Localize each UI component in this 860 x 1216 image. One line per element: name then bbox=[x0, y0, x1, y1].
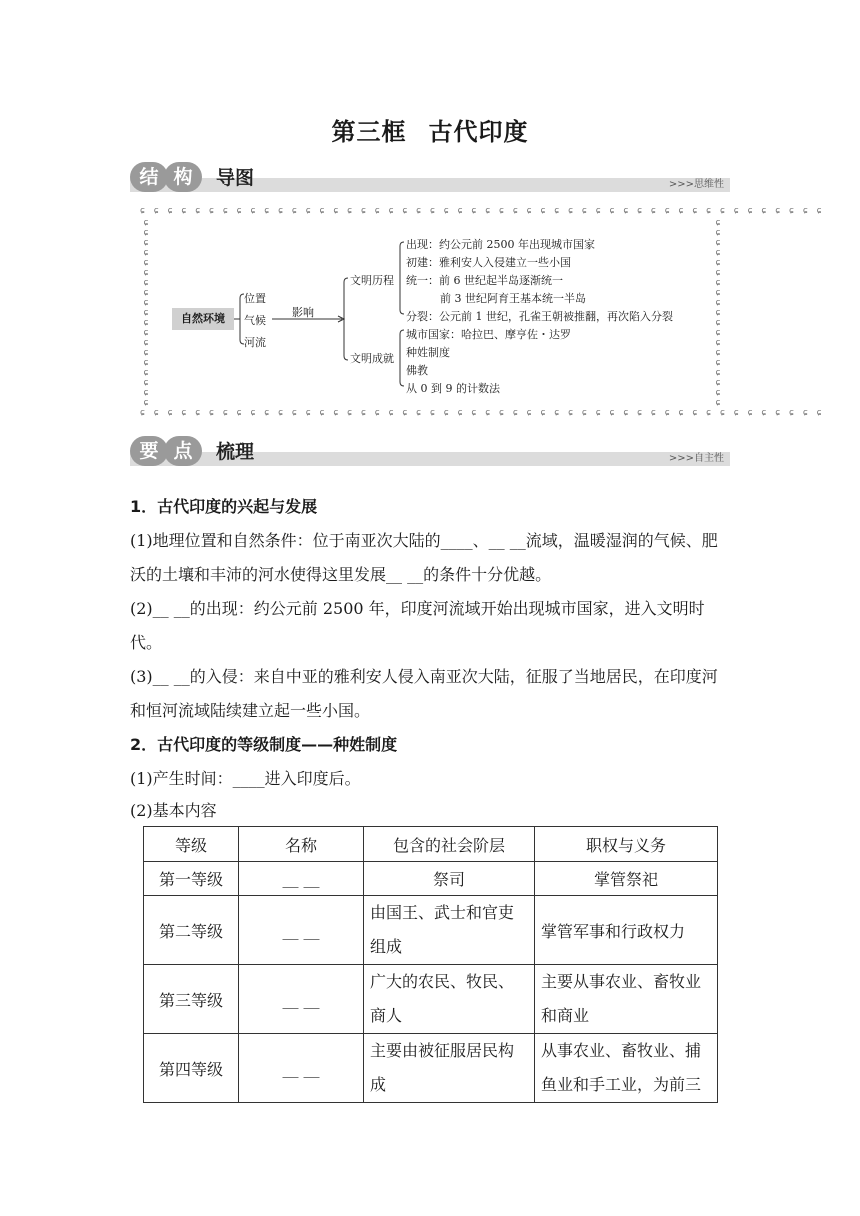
achievement-item: 从 0 到 9 的计数法 bbox=[406, 382, 500, 395]
cell-level: 第四等级 bbox=[144, 1034, 239, 1103]
section-heading: 2．古代印度的等级制度——种姓制度 bbox=[130, 735, 398, 754]
cell-duty: 主要从事农业、畜牧业和商业 bbox=[535, 965, 718, 1034]
paragraph: (1)地理位置和自然条件：位于南亚次大陆的____、__ __流域，温暖湿润的气候、肥沃的土壤和丰沛的河水使得这里发展__ __的条件十分优越。 bbox=[130, 531, 718, 584]
caste-table bbox=[143, 826, 718, 1103]
decorative-border-left: ɕ ɕ ɕ ɕ ɕ ɕ ɕ ɕ ɕ ɕ ɕ ɕ ɕ ɕ ɕ ɕ ɕ ɕ ɕ bbox=[143, 218, 149, 408]
paragraph: (2)__ __的出现：约公元前 2500 年，印度河流域开始出现城市国家，进入文明时代。 bbox=[130, 599, 705, 652]
history-item: 统一：前 6 世纪起半岛逐渐统一 bbox=[406, 274, 563, 287]
cell-class: 由国王、武士和官吏组成 bbox=[364, 896, 535, 965]
table-row bbox=[144, 896, 718, 965]
cell-name-blank: __ __ bbox=[239, 896, 364, 965]
cell-duty: 掌管祭祀 bbox=[535, 862, 718, 896]
factor-node: 河流 bbox=[244, 336, 266, 349]
column-header: 等级 bbox=[144, 827, 239, 862]
column-header: 包含的社会阶层 bbox=[364, 827, 535, 862]
branch-node: 文明成就 bbox=[350, 352, 394, 365]
banner-label: 导图 bbox=[216, 167, 255, 189]
paragraph: (2)基本内容 bbox=[130, 801, 217, 820]
column-header: 名称 bbox=[239, 827, 364, 862]
table-row bbox=[144, 862, 718, 896]
section-heading: 1．古代印度的兴起与发展 bbox=[130, 497, 318, 516]
banner-tag: >>>思维性 bbox=[668, 179, 724, 190]
table-row bbox=[144, 1034, 718, 1103]
decorative-border-top: ɕ ɕ ɕ ɕ ɕ ɕ ɕ ɕ ɕ ɕ ɕ ɕ ɕ ɕ ɕ ɕ ɕ ɕ ɕ ɕ ɕ ɕ ɕ ɕ ɕ ɕ ɕ ɕ ɕ ɕ ɕ ɕ ɕ ɕ ɕ ɕ ɕ ɕ ɕ ɕ ɕ ɕ ɕ ɕ ɕ ɕ ɕ ɕ ɕ ɕ bbox=[140, 206, 825, 216]
paragraph: (1)产生时间：____进入印度后。 bbox=[130, 769, 361, 788]
table-row bbox=[144, 965, 718, 1034]
root-node: 自然环境 bbox=[172, 308, 234, 330]
branch-node: 文明历程 bbox=[350, 274, 394, 287]
achievement-item: 城市国家：哈拉巴、摩亨佐・达罗 bbox=[406, 328, 571, 341]
cell-duty: 掌管军事和行政权力 bbox=[535, 896, 718, 965]
cell-name-blank: __ __ bbox=[239, 1034, 364, 1103]
history-item: 初建：雅利安人入侵建立一些小国 bbox=[406, 256, 571, 269]
history-item: 前 3 世纪阿育王基本统一半岛 bbox=[440, 292, 586, 305]
factor-node: 位置 bbox=[244, 292, 266, 305]
cell-duty: 从事农业、畜牧业、捕鱼业和手工业，为前三 bbox=[535, 1034, 718, 1103]
page-title bbox=[0, 112, 860, 147]
cell-level: 第二等级 bbox=[144, 896, 239, 965]
keypoints-banner bbox=[130, 432, 730, 472]
factor-node: 气候 bbox=[244, 314, 266, 327]
cell-class: 广大的农民、牧民、商人 bbox=[364, 965, 535, 1034]
cell-name-blank: __ __ bbox=[239, 965, 364, 1034]
title-part2: 古代印度 bbox=[428, 118, 529, 146]
history-item: 出现：约公元前 2500 年出现城市国家 bbox=[406, 238, 595, 251]
achievement-item: 种姓制度 bbox=[406, 346, 450, 359]
column-header: 职权与义务 bbox=[535, 827, 718, 862]
decorative-border-right: ɕ ɕ ɕ ɕ ɕ ɕ ɕ ɕ ɕ ɕ ɕ ɕ ɕ ɕ ɕ ɕ ɕ ɕ ɕ bbox=[715, 218, 721, 408]
banner-pill: 点 bbox=[164, 436, 202, 466]
title-part1: 第三框 bbox=[331, 118, 407, 146]
banner-tag: >>>自主性 bbox=[668, 453, 724, 464]
cell-name-blank: __ __ bbox=[239, 862, 364, 896]
cell-class: 主要由被征服居民构成 bbox=[364, 1034, 535, 1103]
cell-level: 第三等级 bbox=[144, 965, 239, 1034]
concept-diagram bbox=[140, 206, 825, 420]
banner-pill: 构 bbox=[164, 162, 202, 192]
achievement-item: 佛教 bbox=[406, 364, 428, 377]
table-header-row bbox=[144, 827, 718, 862]
decorative-border-bottom: ɕ ɕ ɕ ɕ ɕ ɕ ɕ ɕ ɕ ɕ ɕ ɕ ɕ ɕ ɕ ɕ ɕ ɕ ɕ ɕ ɕ ɕ ɕ ɕ ɕ ɕ ɕ ɕ ɕ ɕ ɕ ɕ ɕ ɕ ɕ ɕ ɕ ɕ ɕ ɕ ɕ ɕ ɕ ɕ ɕ ɕ ɕ ɕ ɕ ɕ bbox=[140, 408, 825, 418]
cell-class: 祭司 bbox=[364, 862, 535, 896]
paragraph: (3)__ __的入侵：来自中亚的雅利安人侵入南亚次大陆，征服了当地居民，在印度河和恒河流域陆续建立起一些小国。 bbox=[130, 667, 718, 720]
banner-pill: 要 bbox=[130, 436, 168, 466]
history-item: 分裂：公元前 1 世纪，孔雀王朝被推翻，再次陷入分裂 bbox=[406, 310, 673, 323]
cell-level: 第一等级 bbox=[144, 862, 239, 896]
influence-label: 影响 bbox=[292, 306, 314, 319]
banner-pill: 结 bbox=[130, 162, 168, 192]
banner-label: 梳理 bbox=[216, 441, 255, 463]
structure-banner bbox=[130, 158, 730, 198]
